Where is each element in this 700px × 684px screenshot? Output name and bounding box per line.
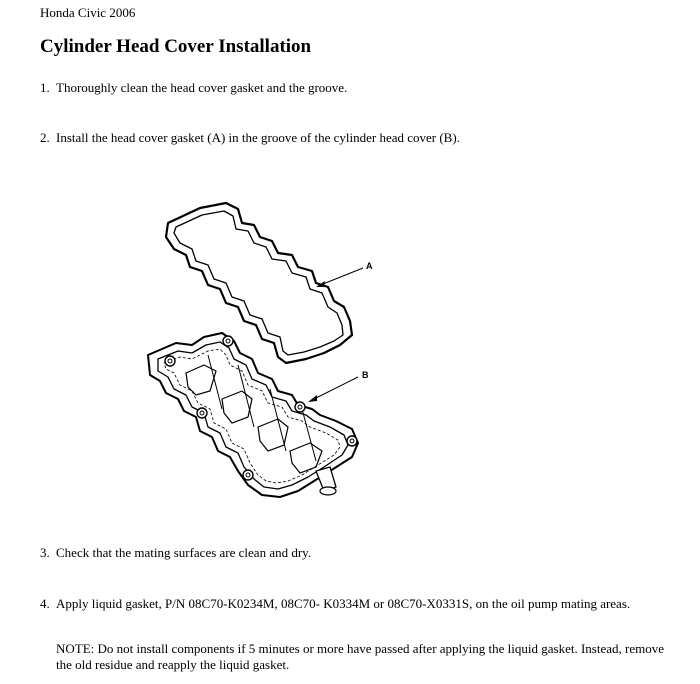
cover-breather-cap xyxy=(320,487,336,495)
step-number: 3. xyxy=(40,545,50,560)
callout-a-label: A xyxy=(366,261,373,271)
note-text: NOTE: Do not install components if 5 minutes or more have passed after applying the liquid gasket. Instead, remove the old residue and reapply the liquid gasket. xyxy=(56,641,664,672)
step-number: 1. xyxy=(40,80,50,95)
step-2 xyxy=(40,130,676,146)
callout-a-leader xyxy=(318,268,363,286)
bolt-boss xyxy=(223,336,233,346)
diagram-svg xyxy=(130,195,390,500)
bolt-boss xyxy=(347,436,357,446)
step-number: 2. xyxy=(40,130,50,145)
bolt-boss xyxy=(165,356,175,366)
document-header: Honda Civic 2006 xyxy=(40,5,136,20)
step-text: Install the head cover gasket (A) in the groove of the cylinder head cover (B). xyxy=(56,130,460,145)
step-4 xyxy=(40,596,676,612)
callout-b-leader xyxy=(310,377,358,401)
page-title: Cylinder Head Cover Installation xyxy=(40,36,312,57)
bolt-boss xyxy=(197,408,207,418)
step-text: Thoroughly clean the head cover gasket and the groove. xyxy=(56,80,348,95)
step-1 xyxy=(40,80,676,96)
step-text: Apply liquid gasket, P/N 08C70-K0234M, 08C70- K0334M or 08C70-X0331S, on the oil pump mating areas. xyxy=(56,596,631,611)
step-number: 4. xyxy=(40,596,50,611)
gasket-installation-diagram xyxy=(130,195,390,500)
bolt-boss xyxy=(295,402,305,412)
step-text: Check that the mating surfaces are clean and dry. xyxy=(56,545,312,560)
callout-b-arrowhead xyxy=(308,395,317,402)
callout-b-label: B xyxy=(362,370,369,380)
bolt-boss xyxy=(243,470,253,480)
step-3 xyxy=(40,545,676,561)
